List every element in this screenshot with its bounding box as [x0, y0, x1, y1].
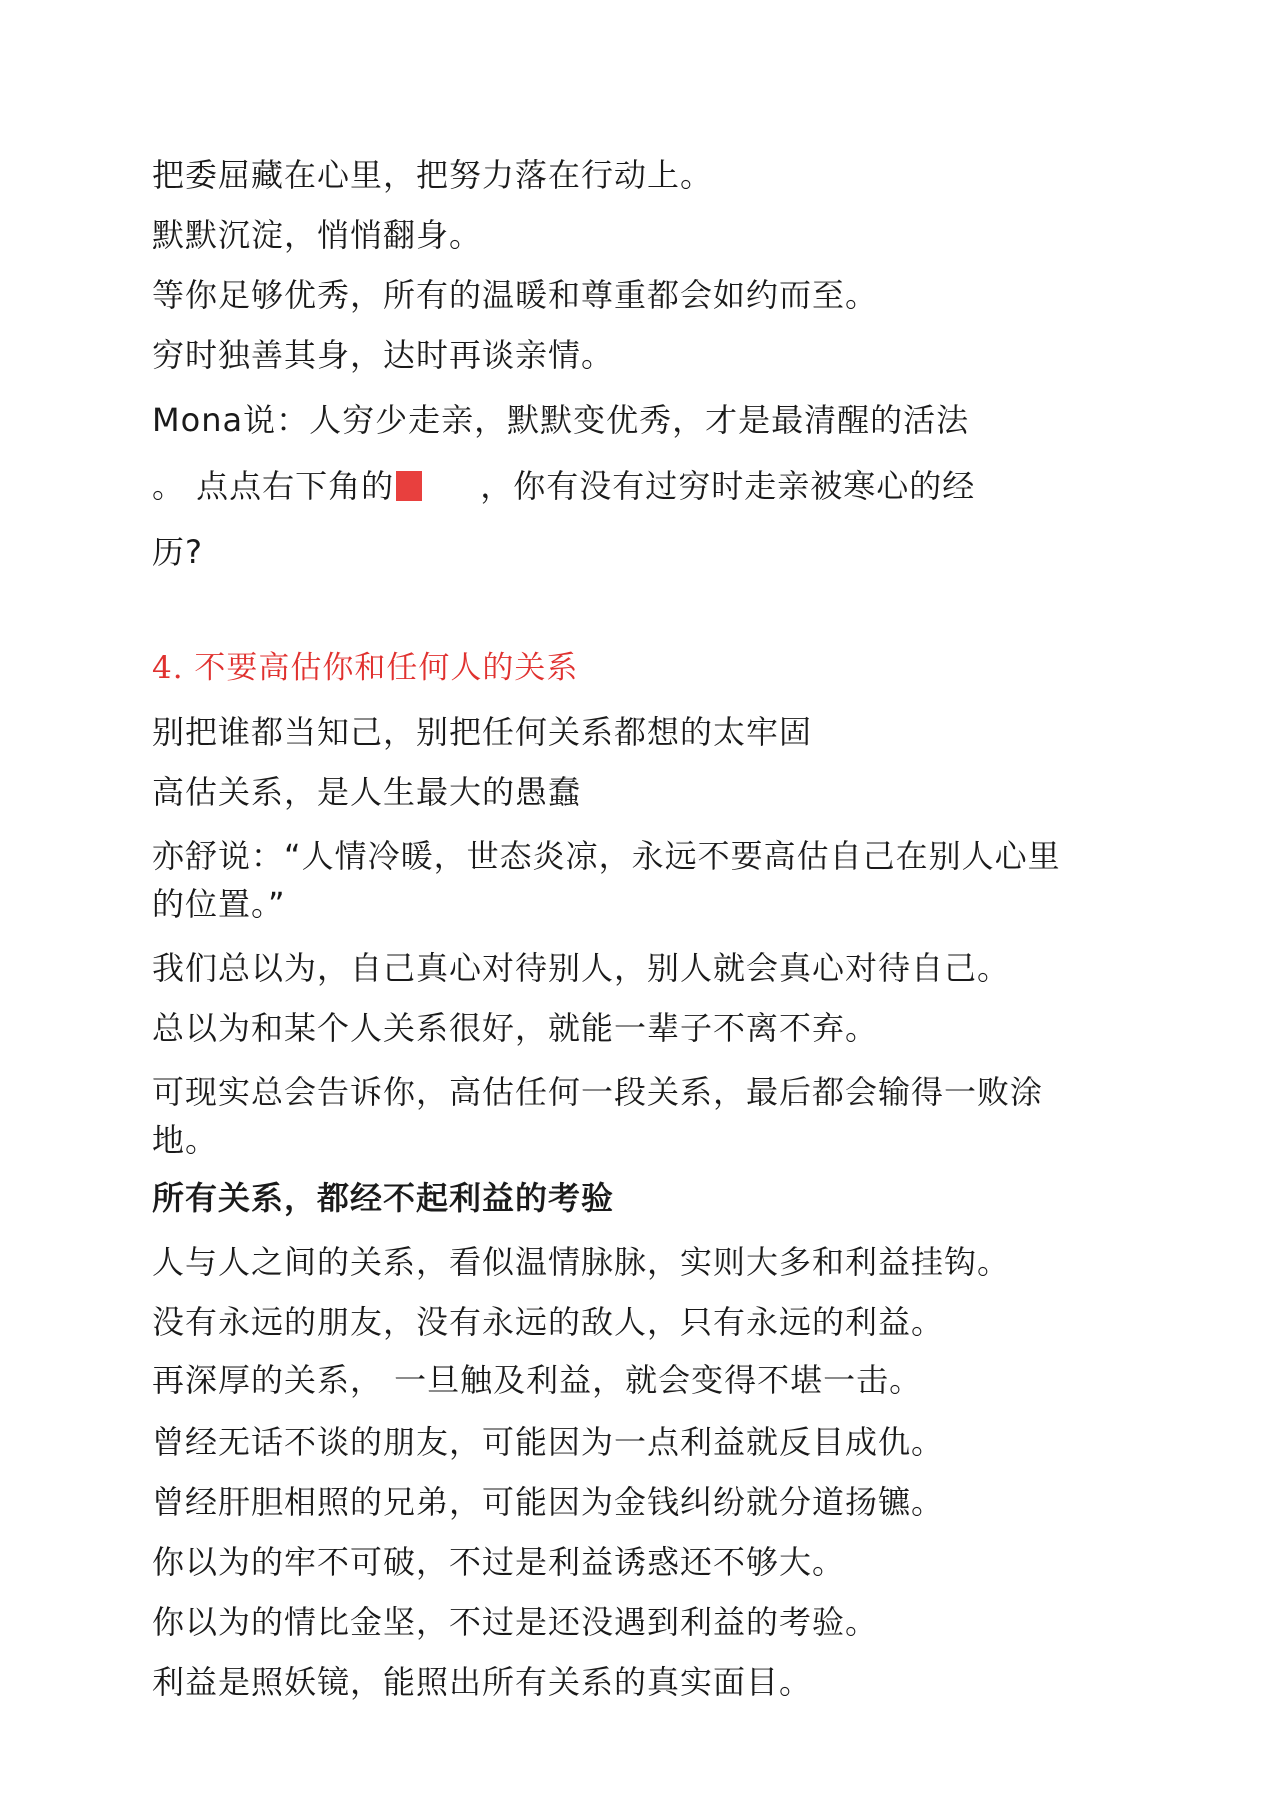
paragraph-line: 亦舒说：“人情冷暖，世态炎凉，永远不要高估自己在别人心里	[152, 837, 1061, 875]
paragraph-line: 你以为的牢不可破，不过是利益诱惑还不够大。	[152, 1543, 846, 1581]
paragraph-line: 曾经无话不谈的朋友，可能因为一点利益就反目成仇。	[152, 1423, 945, 1461]
paragraph-line: 曾经肝胆相照的兄弟，可能因为金钱纠纷就分道扬镳。	[152, 1483, 945, 1521]
section-heading: 4. 不要高估你和任何人的关系	[152, 650, 579, 686]
paragraph-line: 再深厚的关系， 一旦触及利益，就会变得不堪一击。	[152, 1361, 923, 1399]
paragraph-line: 地。	[152, 1121, 219, 1159]
paragraph-line: 默默沉淀，悄悄翻身。	[152, 216, 483, 254]
paragraph-line: Mona说：人穷少走亲，默默变优秀，才是最清醒的活法	[152, 401, 970, 439]
line-text-before-marker: 。 点点右下角的	[152, 467, 395, 505]
paragraph-line: 总以为和某个人关系很好，就能一辈子不离不弃。	[152, 1009, 879, 1047]
paragraph-line: 利益是照妖镜，能照出所有关系的真实面目。	[152, 1663, 813, 1701]
red-square-icon	[396, 471, 422, 501]
paragraph-line: 人与人之间的关系，看似温情脉脉，实则大多和利益挂钩。	[152, 1243, 1011, 1281]
paragraph-line: 高估关系，是人生最大的愚蠢	[152, 773, 582, 811]
paragraph-line: 可现实总会告诉你，高估任何一段关系，最后都会输得一败涂	[152, 1073, 1044, 1111]
paragraph-line: 我们总以为，自己真心对待别人，别人就会真心对待自己。	[152, 949, 1011, 987]
line-text-after-marker: ，你有没有过穷时走亲被寒心的经	[480, 467, 976, 505]
paragraph-line: 没有永远的朋友，没有永远的敌人，只有永远的利益。	[152, 1303, 945, 1341]
paragraph-line: 历?	[152, 533, 203, 571]
bold-subheading: 所有关系，都经不起利益的考验	[152, 1179, 615, 1217]
paragraph-line: 别把谁都当知己，别把任何关系都想的太牢固	[152, 713, 813, 751]
paragraph-line: 穷时独善其身，达时再谈亲情。	[152, 336, 615, 374]
paragraph-line: 把委屈藏在心里，把努力落在行动上。	[152, 156, 714, 194]
paragraph-line: 你以为的情比金坚，不过是还没遇到利益的考验。	[152, 1603, 879, 1641]
paragraph-line: 的位置。”	[152, 885, 286, 923]
paragraph-line: 等你足够优秀，所有的温暖和尊重都会如约而至。	[152, 276, 879, 314]
paragraph-line-with-marker	[152, 466, 975, 506]
